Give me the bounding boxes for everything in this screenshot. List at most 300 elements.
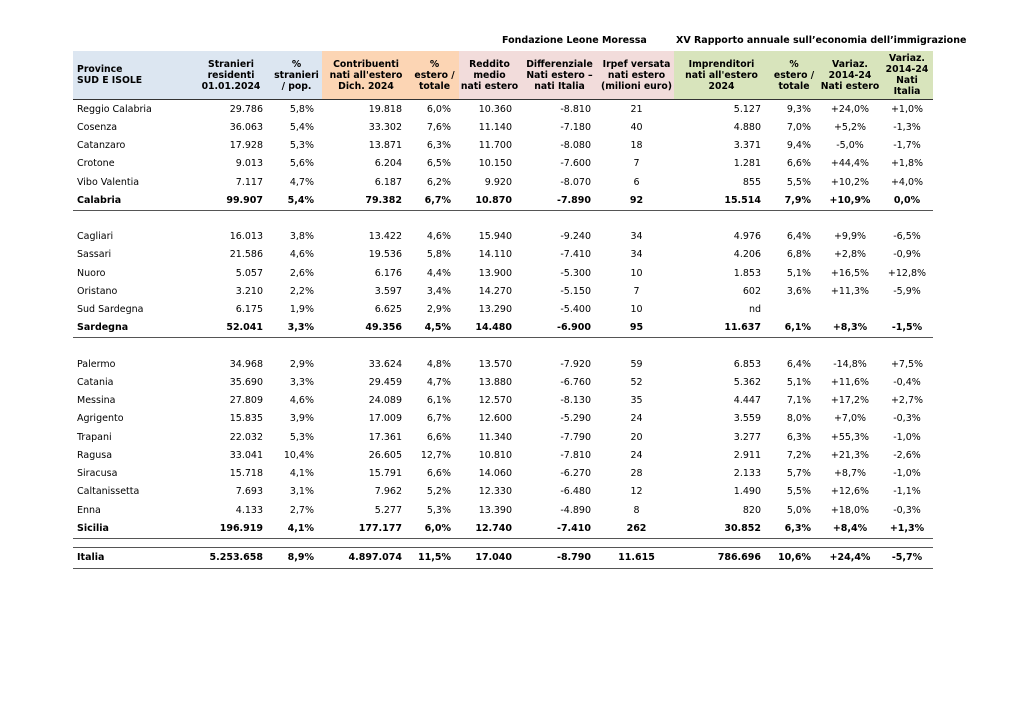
cell-province-name: Cosenza xyxy=(77,121,118,133)
cell-foreign-residents: 9.013 xyxy=(235,158,263,170)
cell-income-gap: -6.270 xyxy=(560,468,591,480)
cell-pct-entrepreneurs: 5,0% xyxy=(786,504,811,516)
cell-change-italy xyxy=(881,301,933,319)
cell-taxpayers: 6.625 xyxy=(374,304,402,316)
cell-change-italy: -1,7% xyxy=(893,140,921,152)
group-spacer xyxy=(73,338,933,356)
cell-entrepreneurs: 5.362 xyxy=(733,376,761,388)
cell-foreign-residents: 4.133 xyxy=(235,504,263,516)
cell-income-gap: -5.400 xyxy=(560,304,591,316)
cell-pct-entrepreneurs: 6,6% xyxy=(786,158,811,170)
cell-pct-entrepreneurs: 6,8% xyxy=(786,249,811,261)
cell-pct-foreign-pop: 3,8% xyxy=(289,231,314,243)
cell-foreign-residents: 36.063 xyxy=(229,121,263,133)
cell-taxpayers: 19.536 xyxy=(368,249,402,261)
cell-taxpayers: 6.187 xyxy=(374,176,402,188)
cell-change-italy: -0,9% xyxy=(893,249,921,261)
cell-pct-foreign-pop: 4,6% xyxy=(289,249,314,261)
cell-avg-income: 11.140 xyxy=(478,121,512,133)
cell-irpef: 40 xyxy=(630,121,643,133)
cell-irpef: 11.615 xyxy=(599,547,674,568)
col-header-taxpayers: Contribuenti nati all'estero Dich. 2024 xyxy=(322,51,410,100)
cell-avg-income: 9.920 xyxy=(484,176,512,188)
cell-pct-taxpayers: 6,1% xyxy=(426,395,451,407)
cell-change-foreign: -5,0% xyxy=(836,140,864,152)
cell-change-foreign: +9,9% xyxy=(833,231,867,243)
cell-foreign-residents: 22.032 xyxy=(229,431,263,443)
cell-change-foreign: +44,4% xyxy=(830,158,870,170)
cell-change-italy: +7,5% xyxy=(890,358,924,370)
cell-irpef: 95 xyxy=(599,319,674,338)
cell-avg-income: 10.360 xyxy=(478,103,512,115)
cell-pct-taxpayers: 6,3% xyxy=(426,140,451,152)
cell-change-italy: 0,0% xyxy=(881,191,933,210)
cell-pct-entrepreneurs: 10,6% xyxy=(769,547,819,568)
cell-change-foreign: +5,2% xyxy=(833,121,867,133)
cell-province-name: Messina xyxy=(77,395,116,407)
cell-change-foreign: +24,4% xyxy=(819,547,881,568)
cell-foreign-residents: 35.690 xyxy=(229,376,263,388)
cell-pct-foreign-pop: 2,2% xyxy=(289,285,314,297)
cell-pct-entrepreneurs: 7,2% xyxy=(786,449,811,461)
cell-pct-foreign-pop: 5,4% xyxy=(271,191,322,210)
table-row xyxy=(73,264,933,282)
cell-irpef: 24 xyxy=(630,449,643,461)
cell-pct-entrepreneurs: 5,1% xyxy=(786,267,811,279)
cell-province-name: Cagliari xyxy=(77,231,114,243)
cell-province-name: Caltanissetta xyxy=(77,486,140,498)
cell-foreign-residents: 17.928 xyxy=(229,140,263,152)
cell-income-gap: -5.150 xyxy=(560,285,591,297)
cell-avg-income: 14.270 xyxy=(478,285,512,297)
cell-province-name: Crotone xyxy=(77,158,115,170)
cell-income-gap: -8.810 xyxy=(560,103,591,115)
cell-irpef: 59 xyxy=(630,358,643,370)
cell-taxpayers: 33.302 xyxy=(368,121,402,133)
cell-irpef: 8 xyxy=(633,504,640,516)
cell-change-italy: +4,0% xyxy=(890,176,924,188)
cell-pct-entrepreneurs: 7,9% xyxy=(769,191,819,210)
cell-avg-income: 13.880 xyxy=(478,376,512,388)
cell-income-gap: -8.790 xyxy=(520,547,599,568)
cell-income-gap: -6.760 xyxy=(560,376,591,388)
cell-irpef: 92 xyxy=(599,191,674,210)
region-total-row xyxy=(73,519,933,538)
cell-change-foreign: +8,3% xyxy=(819,319,881,338)
cell-province-name: Ragusa xyxy=(77,449,113,461)
cell-change-italy: +12,8% xyxy=(887,267,927,279)
cell-change-foreign: +16,5% xyxy=(830,267,870,279)
col-header-change-italy: Variaz. 2014-24 Nati Italia xyxy=(881,51,933,100)
cell-income-gap: -8.130 xyxy=(560,395,591,407)
cell-income-gap: -7.410 xyxy=(520,519,599,538)
cell-pct-taxpayers: 6,0% xyxy=(426,103,451,115)
cell-pct-foreign-pop: 2,6% xyxy=(289,267,314,279)
cell-entrepreneurs: nd xyxy=(748,304,761,316)
cell-pct-foreign-pop: 4,1% xyxy=(271,519,322,538)
cell-pct-taxpayers: 6,2% xyxy=(426,176,451,188)
cell-province-name: Palermo xyxy=(77,358,116,370)
cell-pct-foreign-pop: 8,9% xyxy=(271,547,322,568)
immigration-economy-table xyxy=(73,51,933,569)
cell-income-gap: -8.080 xyxy=(560,140,591,152)
cell-pct-taxpayers: 5,3% xyxy=(426,504,451,516)
cell-pct-taxpayers: 4,7% xyxy=(426,376,451,388)
table-body xyxy=(73,100,933,569)
cell-province-name: Italia xyxy=(73,547,191,568)
table-row xyxy=(73,483,933,501)
cell-pct-entrepreneurs: 5,7% xyxy=(786,468,811,480)
cell-change-foreign: +8,4% xyxy=(819,519,881,538)
col-header-province: Province SUD E ISOLE xyxy=(73,51,191,100)
table-row xyxy=(73,228,933,246)
cell-entrepreneurs: 3.371 xyxy=(733,140,761,152)
italia-total-row xyxy=(73,547,933,568)
cell-income-gap: -7.810 xyxy=(560,449,591,461)
cell-foreign-residents: 7.117 xyxy=(235,176,263,188)
cell-foreign-residents: 29.786 xyxy=(229,103,263,115)
cell-taxpayers: 17.361 xyxy=(368,431,402,443)
cell-province-name: Catania xyxy=(77,376,114,388)
cell-pct-entrepreneurs: 3,6% xyxy=(786,285,811,297)
cell-pct-entrepreneurs: 6,4% xyxy=(786,358,811,370)
cell-avg-income: 11.700 xyxy=(478,140,512,152)
cell-change-foreign: -14,8% xyxy=(833,358,867,370)
cell-pct-entrepreneurs: 8,0% xyxy=(786,413,811,425)
cell-entrepreneurs: 4.447 xyxy=(733,395,761,407)
cell-pct-entrepreneurs: 6,3% xyxy=(786,431,811,443)
cell-province-name: Agrigento xyxy=(77,413,124,425)
cell-foreign-residents: 15.835 xyxy=(229,413,263,425)
cell-entrepreneurs: 3.559 xyxy=(733,413,761,425)
table-row xyxy=(73,137,933,155)
cell-pct-foreign-pop: 2,7% xyxy=(289,504,314,516)
report-title: XV Rapporto annuale sull’economia dell’immigrazione xyxy=(676,35,967,46)
cell-change-italy: -2,6% xyxy=(893,449,921,461)
cell-irpef: 34 xyxy=(630,249,643,261)
cell-change-italy: -0,3% xyxy=(893,413,921,425)
cell-avg-income: 11.340 xyxy=(478,431,512,443)
cell-pct-foreign-pop: 10,4% xyxy=(283,449,314,461)
cell-entrepreneurs: 786.696 xyxy=(674,547,769,568)
cell-province-name: Enna xyxy=(77,504,101,516)
cell-change-foreign: +12,6% xyxy=(830,486,870,498)
cell-income-gap: -8.070 xyxy=(560,176,591,188)
cell-pct-entrepreneurs: 6,1% xyxy=(769,319,819,338)
cell-entrepreneurs: 4.976 xyxy=(733,231,761,243)
cell-taxpayers: 15.791 xyxy=(368,468,402,480)
cell-foreign-residents: 196.919 xyxy=(191,519,271,538)
cell-irpef: 7 xyxy=(633,285,640,297)
cell-income-gap: -4.890 xyxy=(560,504,591,516)
cell-entrepreneurs: 855 xyxy=(742,176,761,188)
cell-change-italy: -1,0% xyxy=(893,468,921,480)
cell-avg-income: 13.290 xyxy=(478,304,512,316)
cell-entrepreneurs: 2.133 xyxy=(733,468,761,480)
table-row xyxy=(73,465,933,483)
cell-income-gap: -6.900 xyxy=(520,319,599,338)
table-row xyxy=(73,282,933,300)
cell-change-foreign xyxy=(819,301,881,319)
cell-irpef: 10 xyxy=(630,304,643,316)
cell-income-gap: -5.300 xyxy=(560,267,591,279)
publisher-header: Fondazione Leone Moressa xyxy=(502,35,647,46)
cell-pct-taxpayers: 6,7% xyxy=(410,191,459,210)
separator-row xyxy=(73,538,933,547)
cell-pct-taxpayers: 5,2% xyxy=(426,486,451,498)
cell-foreign-residents: 5.057 xyxy=(235,267,263,279)
cell-pct-entrepreneurs: 6,4% xyxy=(786,231,811,243)
cell-change-foreign: +11,3% xyxy=(830,285,870,297)
cell-change-italy: -6,5% xyxy=(893,231,921,243)
cell-change-italy: -5,9% xyxy=(893,285,921,297)
cell-province-name: Calabria xyxy=(73,191,191,210)
table-row xyxy=(73,301,933,319)
cell-province-name: Sicilia xyxy=(73,519,191,538)
col-header-pct-foreign-pop: % stranieri / pop. xyxy=(271,51,322,100)
cell-foreign-residents: 3.210 xyxy=(235,285,263,297)
cell-change-foreign: +17,2% xyxy=(830,395,870,407)
cell-change-foreign: +55,3% xyxy=(830,431,870,443)
cell-change-foreign: +10,9% xyxy=(819,191,881,210)
cell-entrepreneurs: 30.852 xyxy=(674,519,769,538)
table-row xyxy=(73,446,933,464)
cell-pct-taxpayers: 6,6% xyxy=(426,431,451,443)
cell-irpef: 6 xyxy=(633,176,640,188)
cell-taxpayers: 13.871 xyxy=(368,140,402,152)
cell-taxpayers: 177.177 xyxy=(322,519,410,538)
cell-avg-income: 10.150 xyxy=(478,158,512,170)
col-header-irpef: Irpef versata nati estero (milioni euro) xyxy=(599,51,674,100)
cell-province-name: Oristano xyxy=(77,285,118,297)
cell-irpef: 34 xyxy=(630,231,643,243)
cell-irpef: 12 xyxy=(630,486,643,498)
cell-change-italy: -0,3% xyxy=(893,504,921,516)
cell-pct-taxpayers: 6,7% xyxy=(426,413,451,425)
cell-taxpayers: 13.422 xyxy=(368,231,402,243)
cell-pct-foreign-pop: 3,3% xyxy=(289,376,314,388)
cell-province-name: Nuoro xyxy=(77,267,106,279)
cell-entrepreneurs: 1.281 xyxy=(733,158,761,170)
col-header-pct-entrepreneurs: % estero / totale xyxy=(769,51,819,100)
cell-pct-foreign-pop: 3,9% xyxy=(289,413,314,425)
col-header-entrepreneurs: Imprenditori nati all'estero 2024 xyxy=(674,51,769,100)
cell-taxpayers: 24.089 xyxy=(368,395,402,407)
cell-avg-income: 15.940 xyxy=(478,231,512,243)
cell-pct-entrepreneurs: 9,4% xyxy=(786,140,811,152)
cell-income-gap: -7.410 xyxy=(560,249,591,261)
cell-avg-income: 14.110 xyxy=(478,249,512,261)
col-header-avg-income: Reddito medio nati estero xyxy=(459,51,520,100)
cell-pct-taxpayers: 6,5% xyxy=(426,158,451,170)
cell-taxpayers: 19.818 xyxy=(368,103,402,115)
cell-foreign-residents: 16.013 xyxy=(229,231,263,243)
cell-income-gap: -7.890 xyxy=(520,191,599,210)
cell-pct-entrepreneurs: 5,5% xyxy=(786,486,811,498)
table-row xyxy=(73,246,933,264)
cell-pct-foreign-pop: 1,9% xyxy=(289,304,314,316)
cell-entrepreneurs: 1.490 xyxy=(733,486,761,498)
cell-pct-foreign-pop: 4,6% xyxy=(289,395,314,407)
cell-entrepreneurs: 3.277 xyxy=(733,431,761,443)
cell-foreign-residents: 6.175 xyxy=(235,304,263,316)
cell-taxpayers: 33.624 xyxy=(368,358,402,370)
cell-foreign-residents: 27.809 xyxy=(229,395,263,407)
cell-taxpayers: 6.176 xyxy=(374,267,402,279)
cell-change-italy: -1,5% xyxy=(881,319,933,338)
cell-pct-foreign-pop: 3,3% xyxy=(271,319,322,338)
cell-irpef: 35 xyxy=(630,395,643,407)
table-row xyxy=(73,155,933,173)
cell-income-gap: -7.180 xyxy=(560,121,591,133)
cell-entrepreneurs: 4.206 xyxy=(733,249,761,261)
cell-foreign-residents: 99.907 xyxy=(191,191,271,210)
cell-irpef: 24 xyxy=(630,413,643,425)
cell-province-name: Reggio Calabria xyxy=(77,103,152,115)
region-total-row xyxy=(73,319,933,338)
cell-avg-income: 14.060 xyxy=(478,468,512,480)
cell-change-foreign: +24,0% xyxy=(830,103,870,115)
cell-irpef: 10 xyxy=(630,267,643,279)
cell-pct-entrepreneurs: 7,1% xyxy=(786,395,811,407)
table-row xyxy=(73,501,933,519)
cell-pct-foreign-pop: 4,7% xyxy=(289,176,314,188)
cell-avg-income: 12.600 xyxy=(478,413,512,425)
cell-province-name: Vibo Valentia xyxy=(77,176,140,188)
cell-pct-taxpayers: 4,8% xyxy=(426,358,451,370)
cell-pct-taxpayers: 7,6% xyxy=(426,121,451,133)
cell-taxpayers: 26.605 xyxy=(368,449,402,461)
col-header-pct-taxpayers: % estero / totale xyxy=(410,51,459,100)
cell-taxpayers: 17.009 xyxy=(368,413,402,425)
cell-irpef: 21 xyxy=(630,103,643,115)
cell-pct-taxpayers: 6,6% xyxy=(426,468,451,480)
cell-province-name: Sud Sardegna xyxy=(77,304,144,316)
cell-change-italy: -5,7% xyxy=(881,547,933,568)
cell-pct-taxpayers: 4,6% xyxy=(426,231,451,243)
cell-change-foreign: +18,0% xyxy=(830,504,870,516)
cell-pct-taxpayers: 6,0% xyxy=(410,519,459,538)
table-row xyxy=(73,428,933,446)
cell-pct-taxpayers: 12,7% xyxy=(420,449,451,461)
header-row xyxy=(73,51,933,100)
cell-pct-taxpayers: 11,5% xyxy=(410,547,459,568)
cell-change-italy: -1,0% xyxy=(893,431,921,443)
cell-province-name: Sassari xyxy=(77,249,112,261)
group-spacer xyxy=(73,210,933,228)
table-row xyxy=(73,355,933,373)
cell-pct-foreign-pop: 5,8% xyxy=(289,103,314,115)
cell-avg-income: 12.330 xyxy=(478,486,512,498)
cell-foreign-residents: 34.968 xyxy=(229,358,263,370)
cell-taxpayers: 49.356 xyxy=(322,319,410,338)
cell-taxpayers: 6.204 xyxy=(374,158,402,170)
cell-foreign-residents: 33.041 xyxy=(229,449,263,461)
table-row xyxy=(73,373,933,391)
cell-pct-foreign-pop: 3,1% xyxy=(289,486,314,498)
cell-pct-taxpayers: 2,9% xyxy=(426,304,451,316)
cell-pct-foreign-pop: 2,9% xyxy=(289,358,314,370)
cell-pct-entrepreneurs: 7,0% xyxy=(786,121,811,133)
cell-change-italy: +1,3% xyxy=(881,519,933,538)
cell-change-italy: -0,4% xyxy=(893,376,921,388)
cell-entrepreneurs: 820 xyxy=(742,504,761,516)
col-header-change-foreign: Variaz. 2014-24 Nati estero xyxy=(819,51,881,100)
cell-foreign-residents: 5.253.658 xyxy=(191,547,271,568)
cell-income-gap: -5.290 xyxy=(560,413,591,425)
cell-change-italy: +1,0% xyxy=(890,103,924,115)
cell-income-gap: -6.480 xyxy=(560,486,591,498)
cell-irpef: 18 xyxy=(630,140,643,152)
cell-irpef: 28 xyxy=(630,468,643,480)
cell-taxpayers: 4.897.074 xyxy=(322,547,410,568)
cell-change-italy: -1,3% xyxy=(893,121,921,133)
cell-avg-income: 10.870 xyxy=(459,191,520,210)
cell-pct-foreign-pop: 5,3% xyxy=(289,431,314,443)
table-row xyxy=(73,100,933,119)
col-header-foreign-residents: Stranieri residenti 01.01.2024 xyxy=(191,51,271,100)
cell-change-foreign: +2,8% xyxy=(833,249,867,261)
cell-taxpayers: 7.962 xyxy=(374,486,402,498)
cell-income-gap: -7.600 xyxy=(560,158,591,170)
cell-pct-entrepreneurs: 5,1% xyxy=(786,376,811,388)
cell-taxpayers: 5.277 xyxy=(374,504,402,516)
table-row xyxy=(73,392,933,410)
cell-province-name: Siracusa xyxy=(77,468,118,480)
cell-irpef: 52 xyxy=(630,376,643,388)
cell-pct-entrepreneurs: 5,5% xyxy=(786,176,811,188)
cell-pct-entrepreneurs xyxy=(769,301,819,319)
cell-change-foreign: +10,2% xyxy=(830,176,870,188)
region-total-row xyxy=(73,191,933,210)
cell-entrepreneurs: 11.637 xyxy=(674,319,769,338)
cell-avg-income: 13.570 xyxy=(478,358,512,370)
cell-pct-taxpayers: 4,4% xyxy=(426,267,451,279)
cell-pct-foreign-pop: 5,4% xyxy=(289,121,314,133)
cell-change-italy: -1,1% xyxy=(893,486,921,498)
cell-avg-income: 12.740 xyxy=(459,519,520,538)
cell-pct-taxpayers: 4,5% xyxy=(410,319,459,338)
cell-province-name: Trapani xyxy=(77,431,112,443)
cell-change-foreign: +7,0% xyxy=(833,413,867,425)
cell-change-foreign: +11,6% xyxy=(830,376,870,388)
cell-avg-income: 13.390 xyxy=(478,504,512,516)
cell-avg-income: 17.040 xyxy=(459,547,520,568)
cell-entrepreneurs: 5.127 xyxy=(733,103,761,115)
cell-income-gap: -9.240 xyxy=(560,231,591,243)
cell-change-foreign: +8,7% xyxy=(833,468,867,480)
cell-entrepreneurs: 1.853 xyxy=(733,267,761,279)
cell-pct-entrepreneurs: 9,3% xyxy=(786,103,811,115)
table-row xyxy=(73,118,933,136)
cell-entrepreneurs: 15.514 xyxy=(674,191,769,210)
cell-foreign-residents: 52.041 xyxy=(191,319,271,338)
cell-avg-income: 12.570 xyxy=(478,395,512,407)
cell-taxpayers: 3.597 xyxy=(374,285,402,297)
cell-change-italy: +2,7% xyxy=(890,395,924,407)
cell-entrepreneurs: 4.880 xyxy=(733,121,761,133)
cell-taxpayers: 29.459 xyxy=(368,376,402,388)
cell-province-name: Catanzaro xyxy=(77,140,126,152)
cell-avg-income: 13.900 xyxy=(478,267,512,279)
cell-taxpayers: 79.382 xyxy=(322,191,410,210)
cell-pct-foreign-pop: 5,6% xyxy=(289,158,314,170)
cell-entrepreneurs: 6.853 xyxy=(733,358,761,370)
table-row xyxy=(73,173,933,191)
cell-pct-taxpayers: 3,4% xyxy=(426,285,451,297)
cell-pct-taxpayers: 5,8% xyxy=(426,249,451,261)
cell-income-gap: -7.790 xyxy=(560,431,591,443)
